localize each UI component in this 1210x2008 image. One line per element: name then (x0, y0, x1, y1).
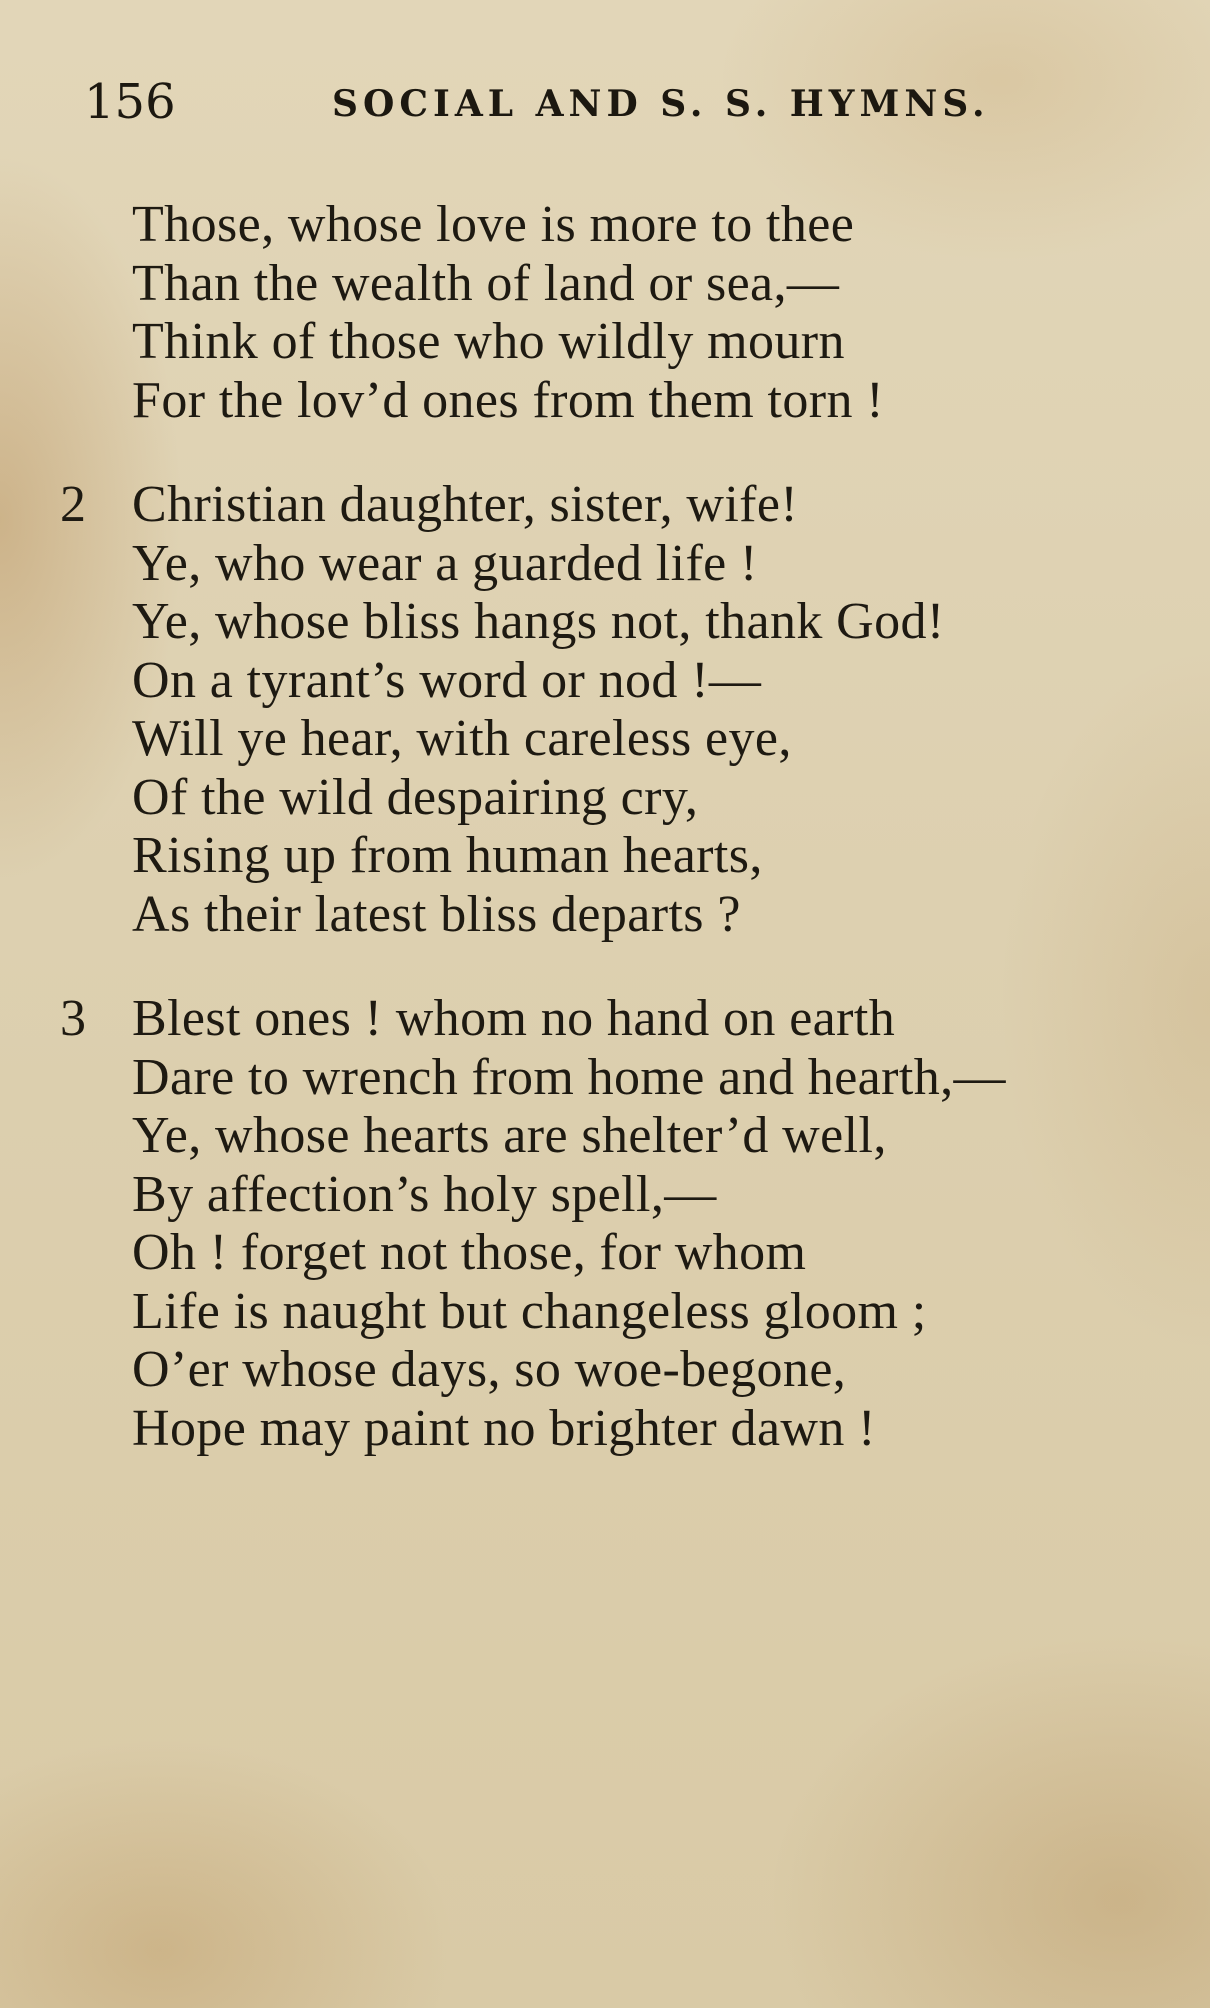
verse-line: Christian daughter, sister, wife! (132, 476, 799, 533)
verse-line: Hope may paint no brighter dawn ! (132, 1399, 876, 1457)
page-number: 156 (84, 74, 176, 130)
stanza-1 (60, 196, 1180, 430)
verse-line: Will ye hear, with careless eye, (132, 710, 792, 767)
stanza-2 (60, 476, 1180, 944)
verse-line: Ye, who wear a guarded life ! (132, 534, 758, 592)
verse-line: By affection’s holy spell,— (132, 1165, 717, 1223)
hymn-text (60, 196, 1180, 1504)
verse-line: Think of those who wildly mourn (132, 313, 845, 370)
running-head: SOCIAL AND S. S. HYMNS. (332, 83, 990, 125)
verse-line: Oh ! forget not those, for whom (132, 1224, 807, 1281)
verse-line: Of the wild despairing cry, (132, 768, 699, 826)
verse-line: As their latest bliss departs ? (132, 885, 741, 943)
verse-line: Ye, whose hearts are shelter’d well, (132, 1107, 887, 1164)
verse-line: On a tyrant’s word or nod !— (132, 651, 762, 709)
page-header (84, 72, 1124, 132)
verse-line: Blest ones ! whom no hand on earth (132, 990, 896, 1047)
stanza-3 (60, 990, 1180, 1458)
verse-line: Than the wealth of land or sea,— (132, 254, 840, 312)
verse-line: Ye, whose bliss hangs not, thank God! (132, 593, 945, 650)
verse-line: Those, whose love is more to thee (132, 196, 855, 253)
stanza-number: 3 (60, 990, 86, 1047)
verse-line: Dare to wrench from home and hearth,— (132, 1048, 1006, 1106)
verse-line: For the lov’d ones from them torn ! (132, 371, 884, 429)
verse-line: O’er whose days, so woe-begone, (132, 1341, 847, 1398)
verse-line: Life is naught but changeless gloom ; (132, 1282, 927, 1340)
stanza-number: 2 (60, 476, 86, 533)
verse-line: Rising up from human hearts, (132, 827, 763, 884)
